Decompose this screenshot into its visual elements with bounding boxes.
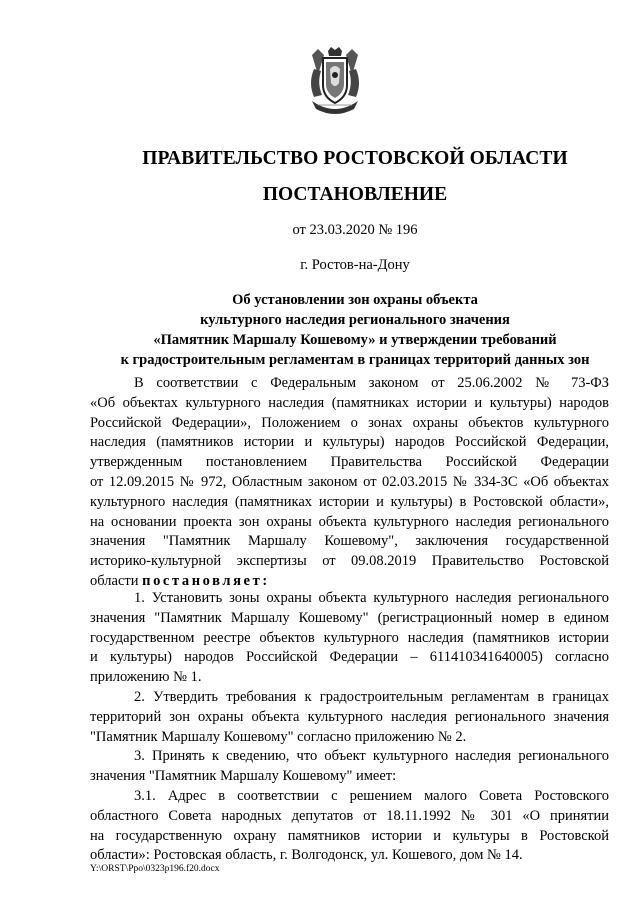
preamble-last-prefix: области <box>90 572 143 589</box>
preamble-line: от 12.09.2015 № 972, Областным законом от 02.03.2015 № 334-ЗС «Об объектах <box>90 473 609 490</box>
document-title <box>90 290 620 370</box>
preamble-line: В соответствии с Федеральным законом от 25.06.2002 № 73-ФЗ <box>134 375 609 391</box>
item-line: 1. Установить зоны охраны объекта культурного наследия регионального <box>134 590 609 606</box>
preamble-line: наследия (памятников истории и культуры) народов Российской Федерации, <box>90 434 609 451</box>
item-line: 3. Принять к сведению, что объект культурного наследия регионального <box>134 748 609 765</box>
resolution-items <box>90 589 609 866</box>
preamble-line: значения "Памятник Маршалу Кошевому", заключения государственной <box>90 533 609 550</box>
document-date-number: от 23.03.2020 № 196 <box>292 222 418 238</box>
item-line: областного Совета народных депутатов от 18.11.1992 № 301 «О принятии <box>90 807 609 824</box>
document-city: г. Ростов-на-Дону <box>300 257 410 273</box>
item-line: государственном реестре объектов культурного наследия (памятников истории <box>90 629 609 646</box>
preamble-paragraph <box>90 374 609 592</box>
item-line: 2. Утвердить требования к градостроительным регламентам в границах <box>134 688 609 705</box>
title-line: к градостроительным регламентам в границах территорий данных зон <box>120 352 590 368</box>
item-line: и культуры) народов Российской Федерации – 611410341640005) согласно <box>90 649 609 666</box>
resolves-keyword: постановляет: <box>142 572 270 589</box>
item-line: приложению № 1. <box>90 669 202 686</box>
rostov-region-emblem-icon <box>304 45 366 117</box>
item-line: территорий зон охраны объекта культурного наследия регионального значения <box>90 708 609 725</box>
preamble-line: «Об объектах культурного наследия (памятниках истории и культуры) народов <box>90 394 609 411</box>
preamble-line: утвержденным постановлением Правительства Российской Федерации <box>90 454 609 471</box>
title-line: «Памятник Маршалу Кошевому» и утверждении требований <box>153 332 557 348</box>
preamble-line: на основании проекта зон охраны объекта культурного наследия регионального <box>90 513 609 530</box>
item-line: на государственную охрану памятников истории и культуры в Ростовской <box>90 827 609 844</box>
item-line: значения "Памятник Маршалу Кошевому" имеет: <box>90 768 397 785</box>
preamble-line: историко-культурной экспертизы от 09.08.2019 Правительство Ростовской <box>90 553 609 570</box>
preamble-line: культурного наследия (памятниках истории и культуры) в Ростовской области», <box>90 493 609 510</box>
item-line: значения "Памятник Маршалу Кошевому" (регистрационный номер в едином <box>90 609 609 626</box>
title-line: Об установлении зон охраны объекта <box>232 292 478 308</box>
document-type: ПОСТАНОВЛЕНИЕ <box>262 184 448 205</box>
file-path-footer: Y:\ORST\Ppo\0323p196.f20.docx <box>90 864 220 874</box>
government-name: ПРАВИТЕЛЬСТВО РОСТОВСКОЙ ОБЛАСТИ <box>142 148 568 169</box>
item-line: области»: Ростовская область, г. Волгодонск, ул. Кошевого, дом № 14. <box>90 847 523 864</box>
item-line: 3.1. Адрес в соответствии с решением малого Совета Ростовского <box>134 787 609 804</box>
title-line: культурного наследия регионального значения <box>200 312 510 328</box>
preamble-line: Российской Федерации», Положением о зонах охраны объектов культурного <box>90 414 609 431</box>
item-line: "Памятник Маршалу Кошевому" согласно приложению № 2. <box>90 728 467 745</box>
